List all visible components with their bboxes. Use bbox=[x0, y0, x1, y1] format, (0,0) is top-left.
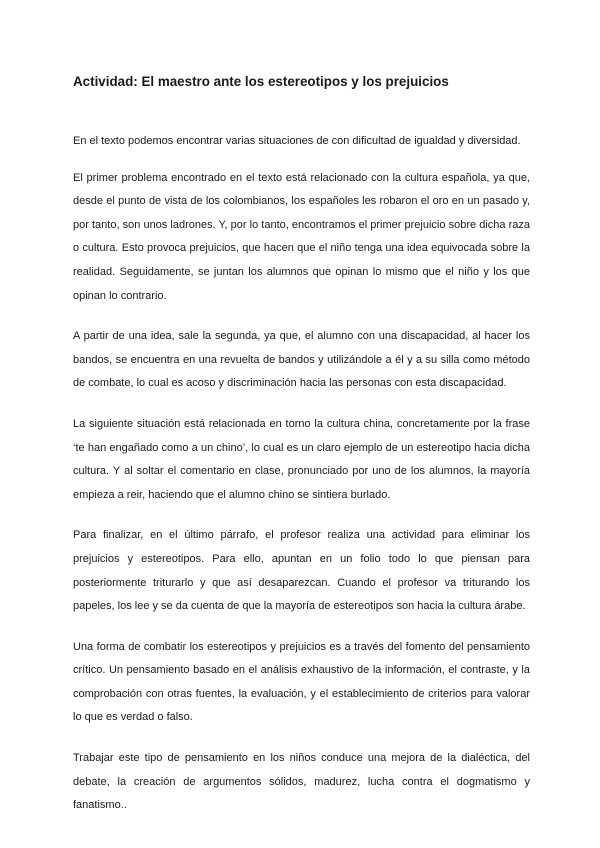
paragraph-conclusion-activity: Para finalizar, en el último párrafo, el profesor realiza una actividad para eliminar los prejuicios y estereotipos. Para ello, apuntan en un folio todo lo que piensan para posteriormente triturarlo y que así desaparezcan. Cuando el profesor va triturando los papeles, los lee y se da cuenta de que la mayoría de estereotipos son hacia la cultura árabe. bbox=[73, 529, 530, 613]
paragraph-intro: En el texto podemos encontrar varias situaciones de con dificultad de igualdad y diversidad. bbox=[73, 135, 521, 147]
paragraph-final: Trabajar este tipo de pensamiento en los niños conduce una mejora de la dialéctica, del debate, la creación de argumentos sólidos, madurez, lucha contra el dogmatismo y fanatismo.. bbox=[73, 752, 530, 812]
paragraph-disability: A partir de una idea, sale la segunda, ya que, el alumno con una discapacidad, al hacer los bandos, se encuentra en una revuelta de bandos y utilizándole a él y a su silla como método de combate, lo cual es acoso y discriminación hacia las personas con esta discapacidad. bbox=[73, 330, 530, 390]
paragraph-spanish-culture: El primer problema encontrado en el texto está relacionado con la cultura española, ya que, desde el punto de vista de los colombianos, los españoles les robaron el oro en un pasado y, por tanto, son unos ladrones. Y, por lo tanto, encontramos el primer prejuicio sobre dicha raza o cultura. Esto provoca prejuicios, que hacen que el niño tenga una idea equivocada sobre la realidad. Seguidamente, se juntan los alumnos que opinan lo mismo que el niño y los que opinan lo contrario. bbox=[73, 171, 530, 302]
document-title: Actividad: El maestro ante los estereotipos y los prejuicios bbox=[73, 74, 449, 89]
paragraph-chinese-culture: La siguiente situación está relacionada en torno la cultura china, concretamente por la frase ‘te han engañado como a un chino’, lo cual es un claro ejemplo de un estereotipo hacia dicha cultura. Y al soltar el comentario en clase, pronunciado por uno de los alumnos, la mayoría empieza a reir, haciendo que el alumno chino se sintiera burlado. bbox=[73, 417, 530, 501]
paragraph-critical-thinking: Una forma de combatir los estereotipos y prejuicios es a través del fomento del pensamiento crítico. Un pensamiento basado en el análisis exhaustivo de la información, el contraste, y la comprobación con otras fuentes, la evaluación, y el establecimiento de criterios para valorar lo que es verdad o falso. bbox=[73, 640, 530, 724]
